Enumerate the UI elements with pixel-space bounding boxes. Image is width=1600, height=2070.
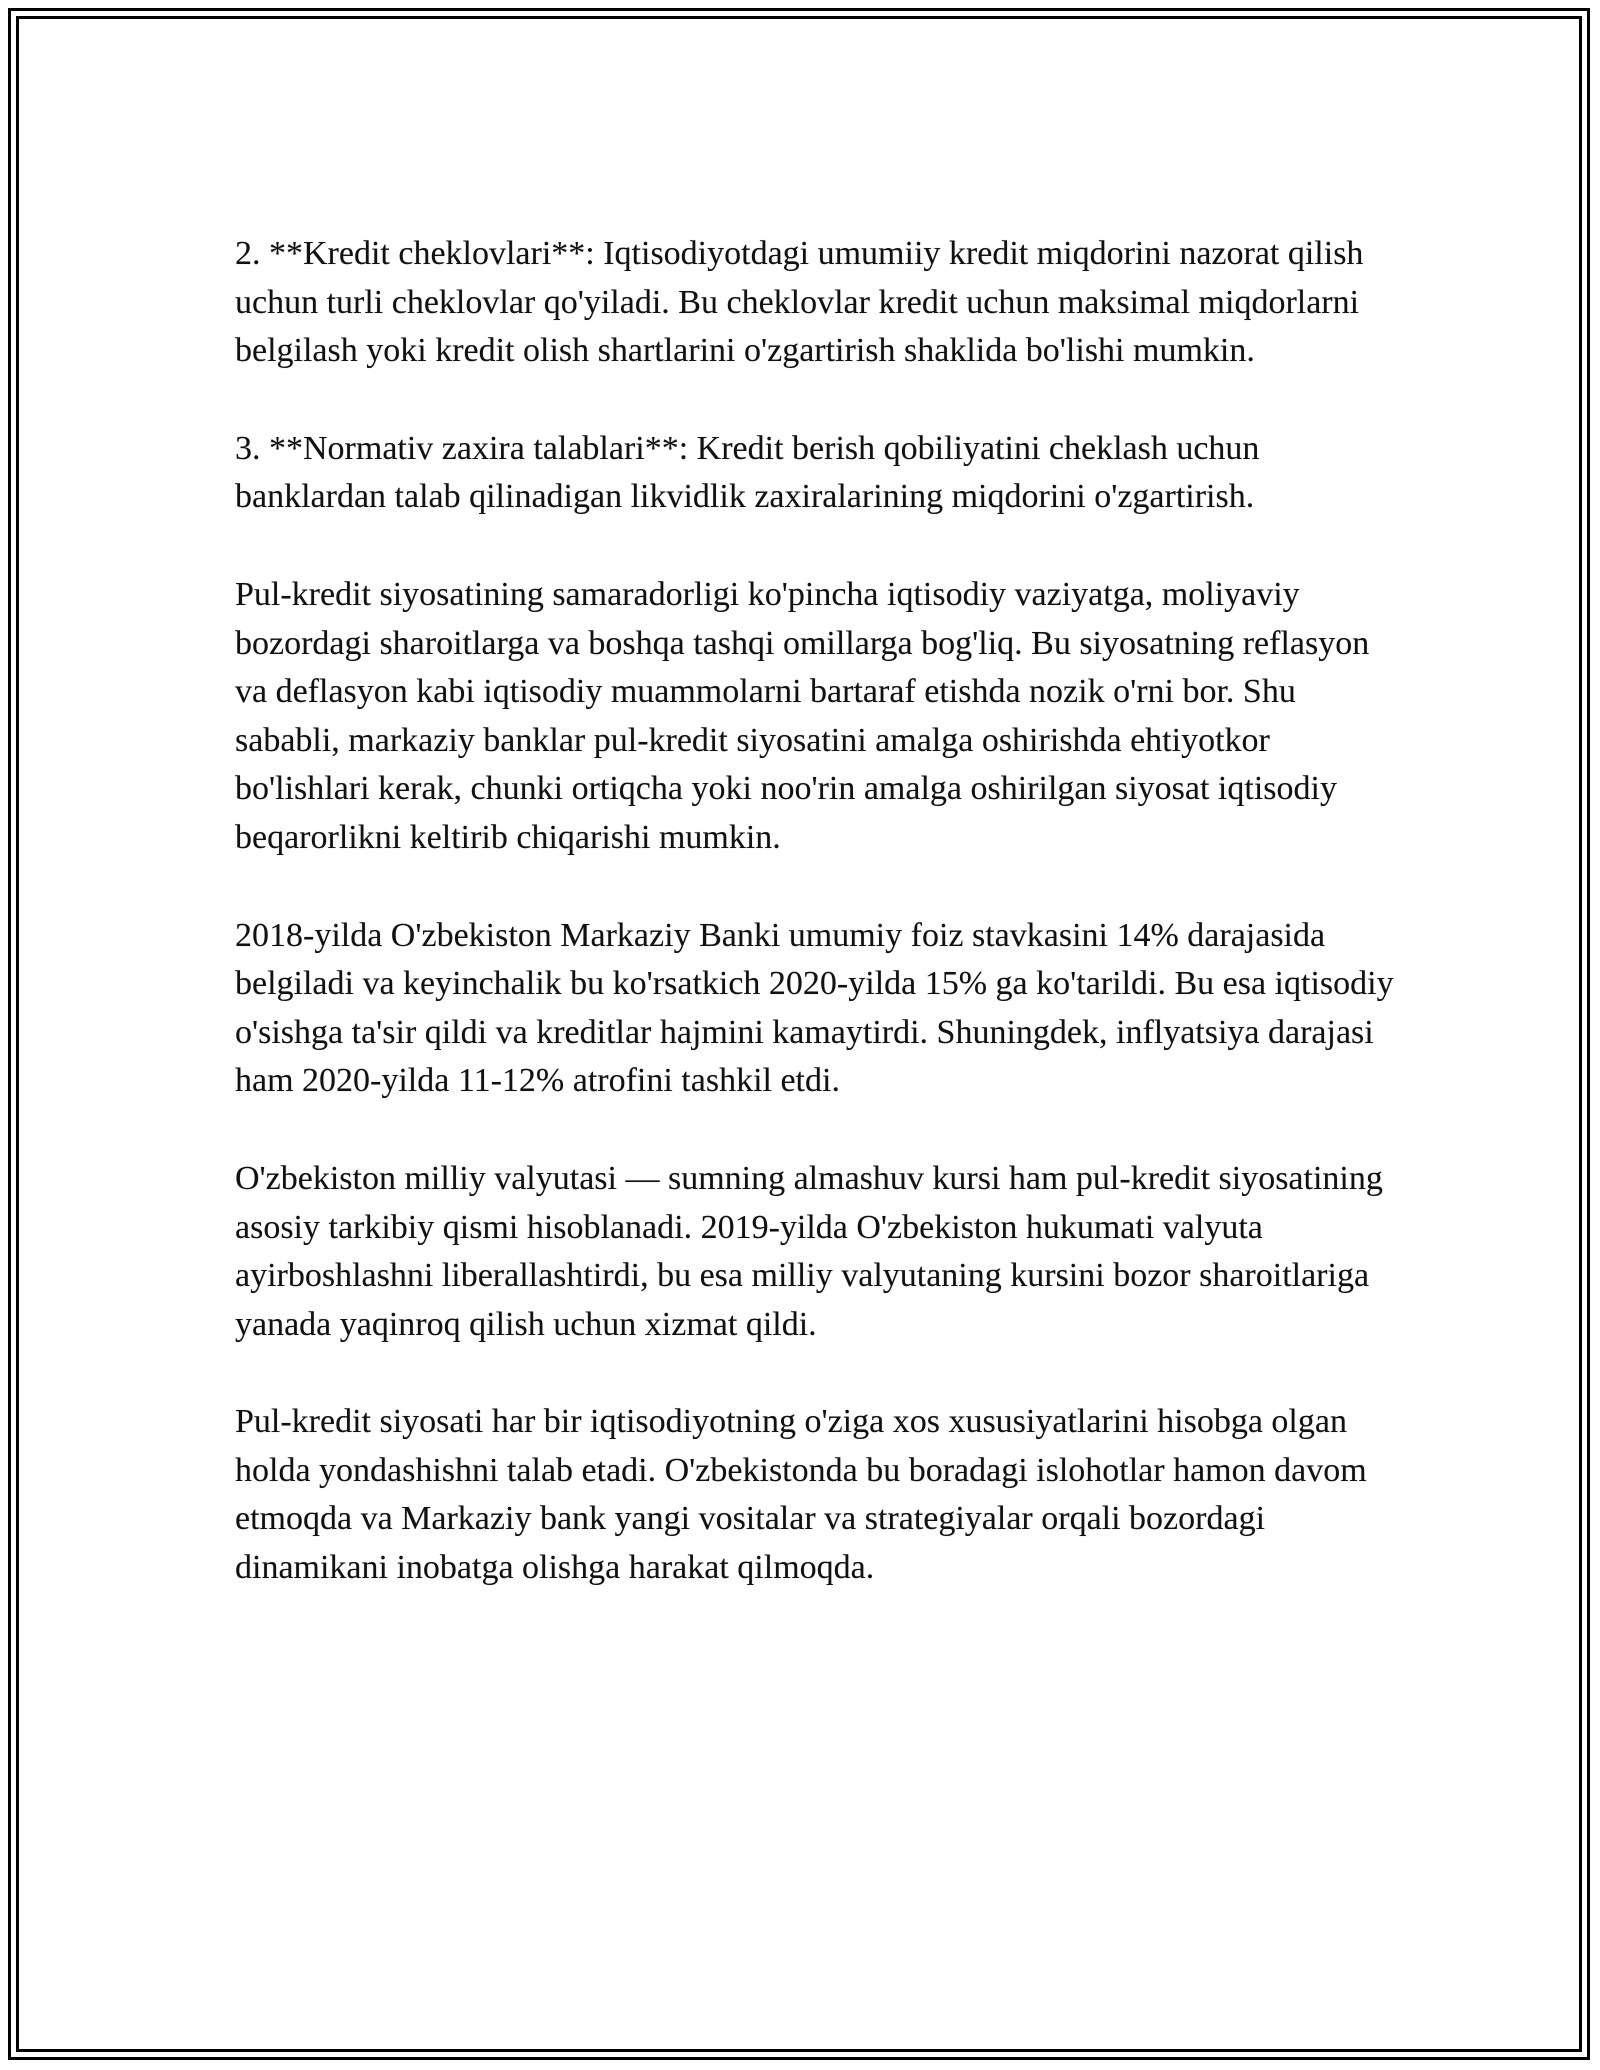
- paragraph-reserve-requirements: 3. **Normativ zaxira talablari**: Kredit berish qobiliyatini cheklash uchun banklardan talab qilinadigan likvidlik zaxiralarining miqdorini o'zgartirish.: [235, 429, 1260, 516]
- paragraph-credit-limits: 2. **Kredit cheklovlari**: Iqtisodiyotdagi umumiiy kredit miqdorini nazorat qilish uchun turli cheklovlar qo'yiladi. Bu cheklovlar kredit uchun maksimal miqdorlarni belgilash yoki kredit olish shartlarini o'zgartirish shaklida bo'lishi mumkin.: [235, 235, 1364, 370]
- paragraph-exchange-rate: O'zbekiston milliy valyutasi — sumning almashuv kursi ham pul-kredit siyosatining asosiy tarkibiy qismi hisoblanadi. 2019-yilda O'zbekiston hukumati valyuta ayirboshlashni liberallashtirdi, bu esa milliy valyutaning kursini bozor sharoitlariga yanada yaqinroq qilish uchun xizmat qildi.: [235, 1159, 1383, 1343]
- paragraph-policy-effectiveness: Pul-kredit siyosatining samaradorligi ko'pincha iqtisodiy vaziyatga, moliyaviy bozordagi sharoitlarga va boshqa tashqi omillarga bog'liq. Bu siyosatning reflasyon va deflasyon kabi iqtisodiy muammolarni bartaraf etishda nozik o'rni bor. Shu sababli, markaziy banklar pul-kredit siyosatini amalga oshirishda ehtiyotkor bo'lishlari kerak, chunki ortiqcha yoki noo'rin amalga oshirilgan siyosat iqtisodiy beqarorlikni keltirib chiqarishi mumkin.: [235, 575, 1370, 856]
- paragraph-conclusion: Pul-kredit siyosati har bir iqtisodiyotning o'ziga xos xususiyatlarini hisobga olgan holda yondashishni talab etadi. O'zbekistonda bu boradagi islohotlar hamon davom etmoqda va Markaziy bank yangi vositalar va strategiyalar orqali bozordagi dinamikani inobatga olishga harakat qilmoqda.: [235, 1403, 1367, 1587]
- paragraph-interest-rates: 2018-yilda O'zbekiston Markaziy Banki umumiy foiz stavkasini 14% darajasida belgiladi va keyinchalik bu ko'rsatkich 2020-yilda 15% ga ko'tarildi. Bu esa iqtisodiy o'sishga ta'sir qildi va kreditlar hajmini kamaytirdi. Shuningdek, inflyatsiya darajasi ham 2020-yilda 11-12% atrofini tashkil etdi.: [235, 916, 1394, 1100]
- document-body: [235, 230, 1395, 1642]
